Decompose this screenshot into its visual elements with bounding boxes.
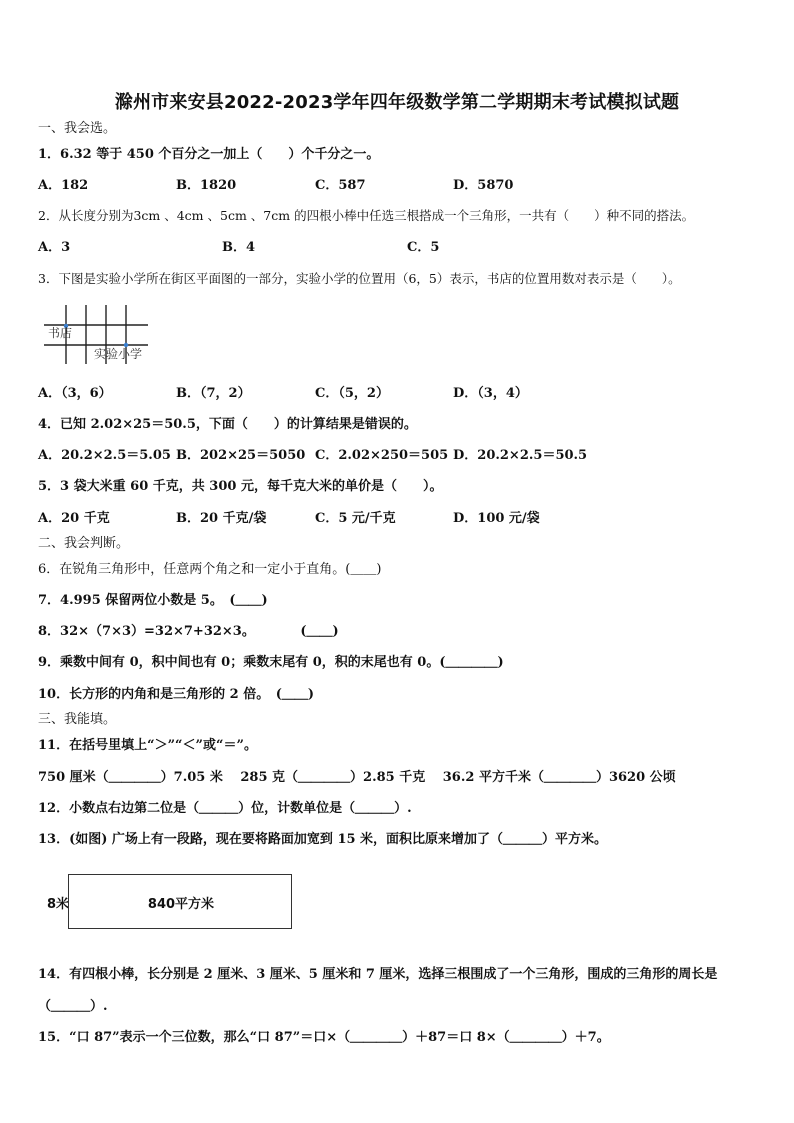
- q4-option-b: B．202×25＝5050: [176, 448, 306, 463]
- q5-option-b: B．20 千克/袋: [176, 511, 267, 526]
- question-13: 13．(如图) 广场上有一段路，现在要将路面加宽到 15 米，面积比原来增加了（＿＿＿）平方米。: [38, 832, 608, 847]
- section-heading-1: 一、我会选。: [38, 121, 117, 136]
- q5-option-a: A．20 千克: [38, 511, 110, 526]
- question-12: 12．小数点右边第二位是（＿＿＿）位，计数单位是（＿＿＿）.: [38, 801, 412, 816]
- question-7: 7．4.995 保留两位小数是 5。 (＿＿): [38, 593, 268, 608]
- page-title: 滁州市来安县2022-2023学年四年级数学第二学期期末考试模拟试题: [114, 92, 680, 113]
- question-3: 3．下图是实验小学所在街区平面图的一部分，实验小学的位置用（6，5）表示，书店的位置用数对表示是（ ）。: [38, 271, 681, 286]
- q5-option-d: D．100 元/袋: [453, 511, 540, 526]
- question-8: 8．32×（7×3）=32×7+32×3。 (＿＿): [38, 624, 339, 639]
- q4-option-d: D．20.2×2.5＝50.5: [453, 448, 588, 463]
- q1-option-a: A．182: [38, 178, 89, 193]
- school-label: 实验小学: [94, 347, 143, 361]
- question-11: 11．在括号里填上“＞”“＜”或“＝”。: [38, 738, 257, 753]
- bookstore-label: 书店: [48, 326, 73, 340]
- q2-option-b: B．4: [222, 240, 256, 255]
- question-14-answer-line: （＿＿＿）.: [38, 999, 108, 1014]
- q1-option-c: C．587: [315, 178, 366, 193]
- q3-option-b: B．（7，2）: [176, 386, 251, 401]
- q1-option-d: D．5870: [453, 178, 514, 193]
- road-area-label: 840平方米: [147, 897, 215, 912]
- question-9: 9．乘数中间有 0，积中间也有 0；乘数末尾有 0，积的末尾也有 0。(＿＿＿＿): [38, 655, 504, 670]
- q3-option-c: C．（5，2）: [315, 386, 389, 401]
- q3-option-d: D．（3，4）: [453, 386, 528, 401]
- q4-option-a: A．20.2×2.5＝5.05: [38, 448, 171, 463]
- question-2: 2．从长度分别为3cm 、4cm 、5cm 、7cm 的四根小棒中任选三根搭成一个三角形，一共有（ ）种不同的搭法。: [38, 208, 695, 223]
- question-11-comparisons: 750 厘米（＿＿＿＿）7.05 米 285 克（＿＿＿＿）2.85 千克 36.2 平方千米（＿＿＿＿）3620 公顷: [38, 770, 676, 785]
- question-14: 14．有四根小棒，长分别是 2 厘米、3 厘米、5 厘米和 7 厘米，选择三根围成了一个三角形，围成的三角形的周长是: [38, 967, 718, 982]
- section-heading-3: 三、我能填。: [38, 712, 117, 727]
- street-grid-figure: [40, 300, 170, 368]
- q5-option-c: C．5 元/千克: [315, 511, 396, 526]
- question-15: 15．“口 87”表示一个三位数，那么“口 87”＝口×（＿＿＿＿）＋87＝口 8×（＿＿＿＿）＋7。: [38, 1030, 610, 1045]
- q1-option-b: B．1820: [176, 178, 237, 193]
- q4-option-c: C．2.02×250＝505: [315, 448, 449, 463]
- q3-option-a: A．（3，6）: [38, 386, 112, 401]
- section-heading-2: 二、我会判断。: [38, 536, 130, 551]
- question-10: 10．长方形的内角和是三角形的 2 倍。 (＿＿): [38, 687, 314, 702]
- question-4: 4．已知 2.02×25＝50.5，下面（ ）的计算结果是错误的。: [38, 417, 417, 432]
- question-5: 5．3 袋大米重 60 千克，共 300 元，每千克大米的单价是（ ）。: [38, 479, 443, 494]
- road-width-label: 8米: [47, 897, 70, 912]
- q2-option-c: C．5: [407, 240, 440, 255]
- q2-option-a: A．3: [38, 240, 71, 255]
- question-6: 6．在锐角三角形中，任意两个角之和一定小于直角。(＿＿): [38, 562, 382, 577]
- road-rectangle-figure: [68, 874, 292, 929]
- question-1: 1．6.32 等于 450 个百分之一加上（ ）个千分之一。: [38, 147, 380, 162]
